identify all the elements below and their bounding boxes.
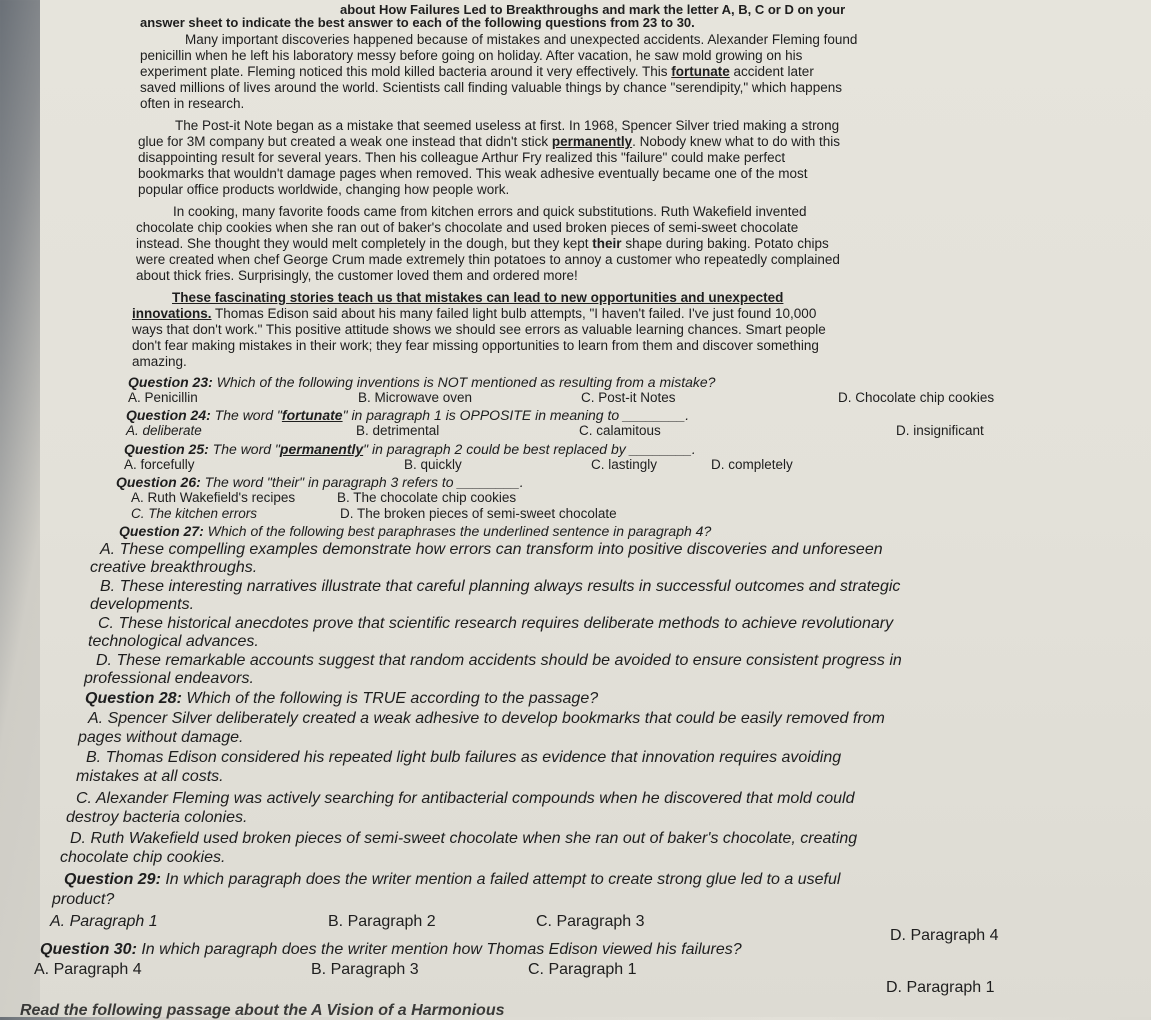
q30-option-a[interactable]: A. Paragraph 4 [34,961,142,978]
q27-option-c-cont: technological advances. [88,633,259,650]
p3-line-2: chocolate chip cookies when she ran out of baker's chocolate and used broken pieces of semi-sweet chocolate [136,220,799,235]
p4-underlined-sentence: These fascinating stories teach us that mistakes can lead to new opportunities and unexpected [172,290,784,305]
q27-option-b-cont: developments. [90,596,195,613]
q23-option-c[interactable]: C. Post-it Notes [581,390,676,405]
q24-option-d[interactable]: D. insignificant [896,423,984,438]
q26-option-c[interactable]: C. The kitchen errors [131,506,258,521]
question-29: Question 29: In which paragraph does the writer mention a failed attempt to create strong glue led to a useful [64,871,841,888]
q29-option-b[interactable]: B. Paragraph 2 [328,913,436,930]
q25-option-b[interactable]: B. quickly [404,457,462,472]
p4-line-3: ways that don't work." This positive attitude shows we should see errors as valuable learning chances. Smart people [132,322,826,337]
p1-line-3: experiment plate. Fleming noticed this mold killed bacteria around it very effectively. This fortunate accident later [140,64,814,79]
q25-option-c[interactable]: C. lastingly [591,457,658,472]
p3-line-1: In cooking, many favorite foods came from kitchen errors and quick substitutions. Ruth Wakefield invented [173,204,807,219]
question-28: Question 28: Which of the following is TRUE according to the passage? [85,690,599,707]
q24-option-c[interactable]: C. calamitous [579,423,661,438]
q27-option-a[interactable]: A. These compelling examples demonstrate how errors can transform into positive discoveries and unforeseen [100,541,883,558]
q26-option-a[interactable]: A. Ruth Wakefield's recipes [131,490,296,505]
p2-line-4: bookmarks that wouldn't damage pages when removed. This weak adhesive eventually became one of the most [138,166,808,181]
next-passage-instruction: Read the following passage about the A Vision of a Harmonious [20,1002,505,1019]
q28-option-d-cont: chocolate chip cookies. [60,849,226,866]
q28-option-a-cont: pages without damage. [78,729,244,746]
q28-option-a[interactable]: A. Spencer Silver deliberately created a weak adhesive to develop bookmarks that could be easily removed from [88,710,885,727]
q26-option-b[interactable]: B. The chocolate chip cookies [337,490,517,505]
question-27: Question 27: Which of the following best paraphrases the underlined sentence in paragraph 4? [119,523,712,539]
q29-option-d[interactable]: D. Paragraph 4 [890,927,999,944]
q23-option-a[interactable]: A. Penicillin [128,390,198,405]
p3-line-3: instead. She thought they would melt completely in the dough, but they kept their shape during baking. Potato chips [136,236,829,251]
question-24: Question 24: The word "fortunate" in paragraph 1 is OPPOSITE in meaning to ________. [126,407,690,423]
keyword-permanently: permanently [551,134,633,149]
q28-option-c-cont: destroy bacteria colonies. [66,809,248,826]
q27-option-d[interactable]: D. These remarkable accounts suggest that random accidents should be avoided to ensure consistent progress in [96,652,902,669]
question-23: Question 23: Which of the following inventions is NOT mentioned as resulting from a mistake? [128,374,716,390]
p4-line-2: innovations. Thomas Edison said about his many failed light bulb attempts, "I haven't failed. I've just found 10,000 [132,306,817,321]
instruction-line-1: about How Failures Led to Breakthroughs and mark the letter A, B, C or D on your [340,2,846,17]
q28-option-b[interactable]: B. Thomas Edison considered his repeated light bulb failures as evidence that innovation requires avoiding [86,749,842,766]
p1-line-4: saved millions of lives around the world. Scientists call finding valuable things by chance "serendipity," which happens [140,80,842,95]
p2-line-5: popular office products worldwide, changing how people work. [138,182,510,197]
p4-line-4: don't fear making mistakes in their work; they fear missing opportunities to learn from them and discover something [132,338,819,353]
p1-line-1: Many important discoveries happened because of mistakes and unexpected accidents. Alexander Fleming found [185,32,858,47]
question-29-cont: product? [52,891,115,908]
q27-option-a-cont: creative breakthroughs. [90,559,258,576]
q28-option-c[interactable]: C. Alexander Fleming was actively searching for antibacterial compounds when he discovered that mold could [76,790,855,807]
keyword-their: their [592,236,622,251]
q26-option-d[interactable]: D. The broken pieces of semi-sweet chocolate [340,506,617,521]
q30-option-b[interactable]: B. Paragraph 3 [311,961,419,978]
p2-line-2: glue for 3M company but created a weak one instead that didn't stick permanently. Nobody knew what to do with this [138,134,840,149]
question-26: Question 26: The word "their" in paragraph 3 refers to ________. [116,474,524,490]
p2-line-3: disappointing result for several years. Then his colleague Arthur Fry realized this "failure" could make perfect [138,150,786,165]
q29-option-a[interactable]: A. Paragraph 1 [50,913,158,930]
question-25: Question 25: The word "permanently" in paragraph 2 could be best replaced by ________. [124,441,696,457]
q30-option-c[interactable]: C. Paragraph 1 [528,961,637,978]
q23-option-b[interactable]: B. Microwave oven [358,390,473,405]
keyword-fortunate: fortunate [671,64,730,79]
q28-option-b-cont: mistakes at all costs. [76,768,224,785]
q30-option-d[interactable]: D. Paragraph 1 [886,979,995,996]
p4-line-5: amazing. [132,354,187,369]
p3-line-4: were created when chef George Crum made extremely thin potatoes to annoy a customer who repeatedly complained [136,252,840,267]
q27-option-d-cont: professional endeavors. [84,670,254,687]
p3-line-5: about thick fries. Surprisingly, the customer loved them and ordered more! [136,268,578,283]
q25-option-a[interactable]: A. forcefully [124,457,195,472]
p2-line-1: The Post-it Note began as a mistake that seemed useless at first. In 1968, Spencer Silver tried making a strong [175,118,840,133]
instruction-line-2: answer sheet to indicate the best answer to each of the following questions from 23 to 30. [140,15,695,30]
p1-line-5: often in research. [140,96,245,111]
question-30: Question 30: In which paragraph does the writer mention how Thomas Edison viewed his failures? [40,941,742,958]
q27-option-b[interactable]: B. These interesting narratives illustrate that careful planning always results in successful outcomes and strategic [100,578,901,595]
q24-option-a[interactable]: A. deliberate [126,423,202,438]
q25-option-d[interactable]: D. completely [711,457,793,472]
q28-option-d[interactable]: D. Ruth Wakefield used broken pieces of semi-sweet chocolate when she ran out of baker's chocolate, creating [70,830,858,847]
q23-option-d[interactable]: D. Chocolate chip cookies [838,390,995,405]
p1-line-2: penicillin when he left his laboratory messy before going on holiday. After vacation, he saw mold growing on his [140,48,803,63]
worksheet-page [20,0,1151,1019]
q27-option-c[interactable]: C. These historical anecdotes prove that scientific research requires deliberate methods to achieve revolutionary [98,615,894,632]
q24-option-b[interactable]: B. detrimental [356,423,440,438]
q29-option-c[interactable]: C. Paragraph 3 [536,913,645,930]
